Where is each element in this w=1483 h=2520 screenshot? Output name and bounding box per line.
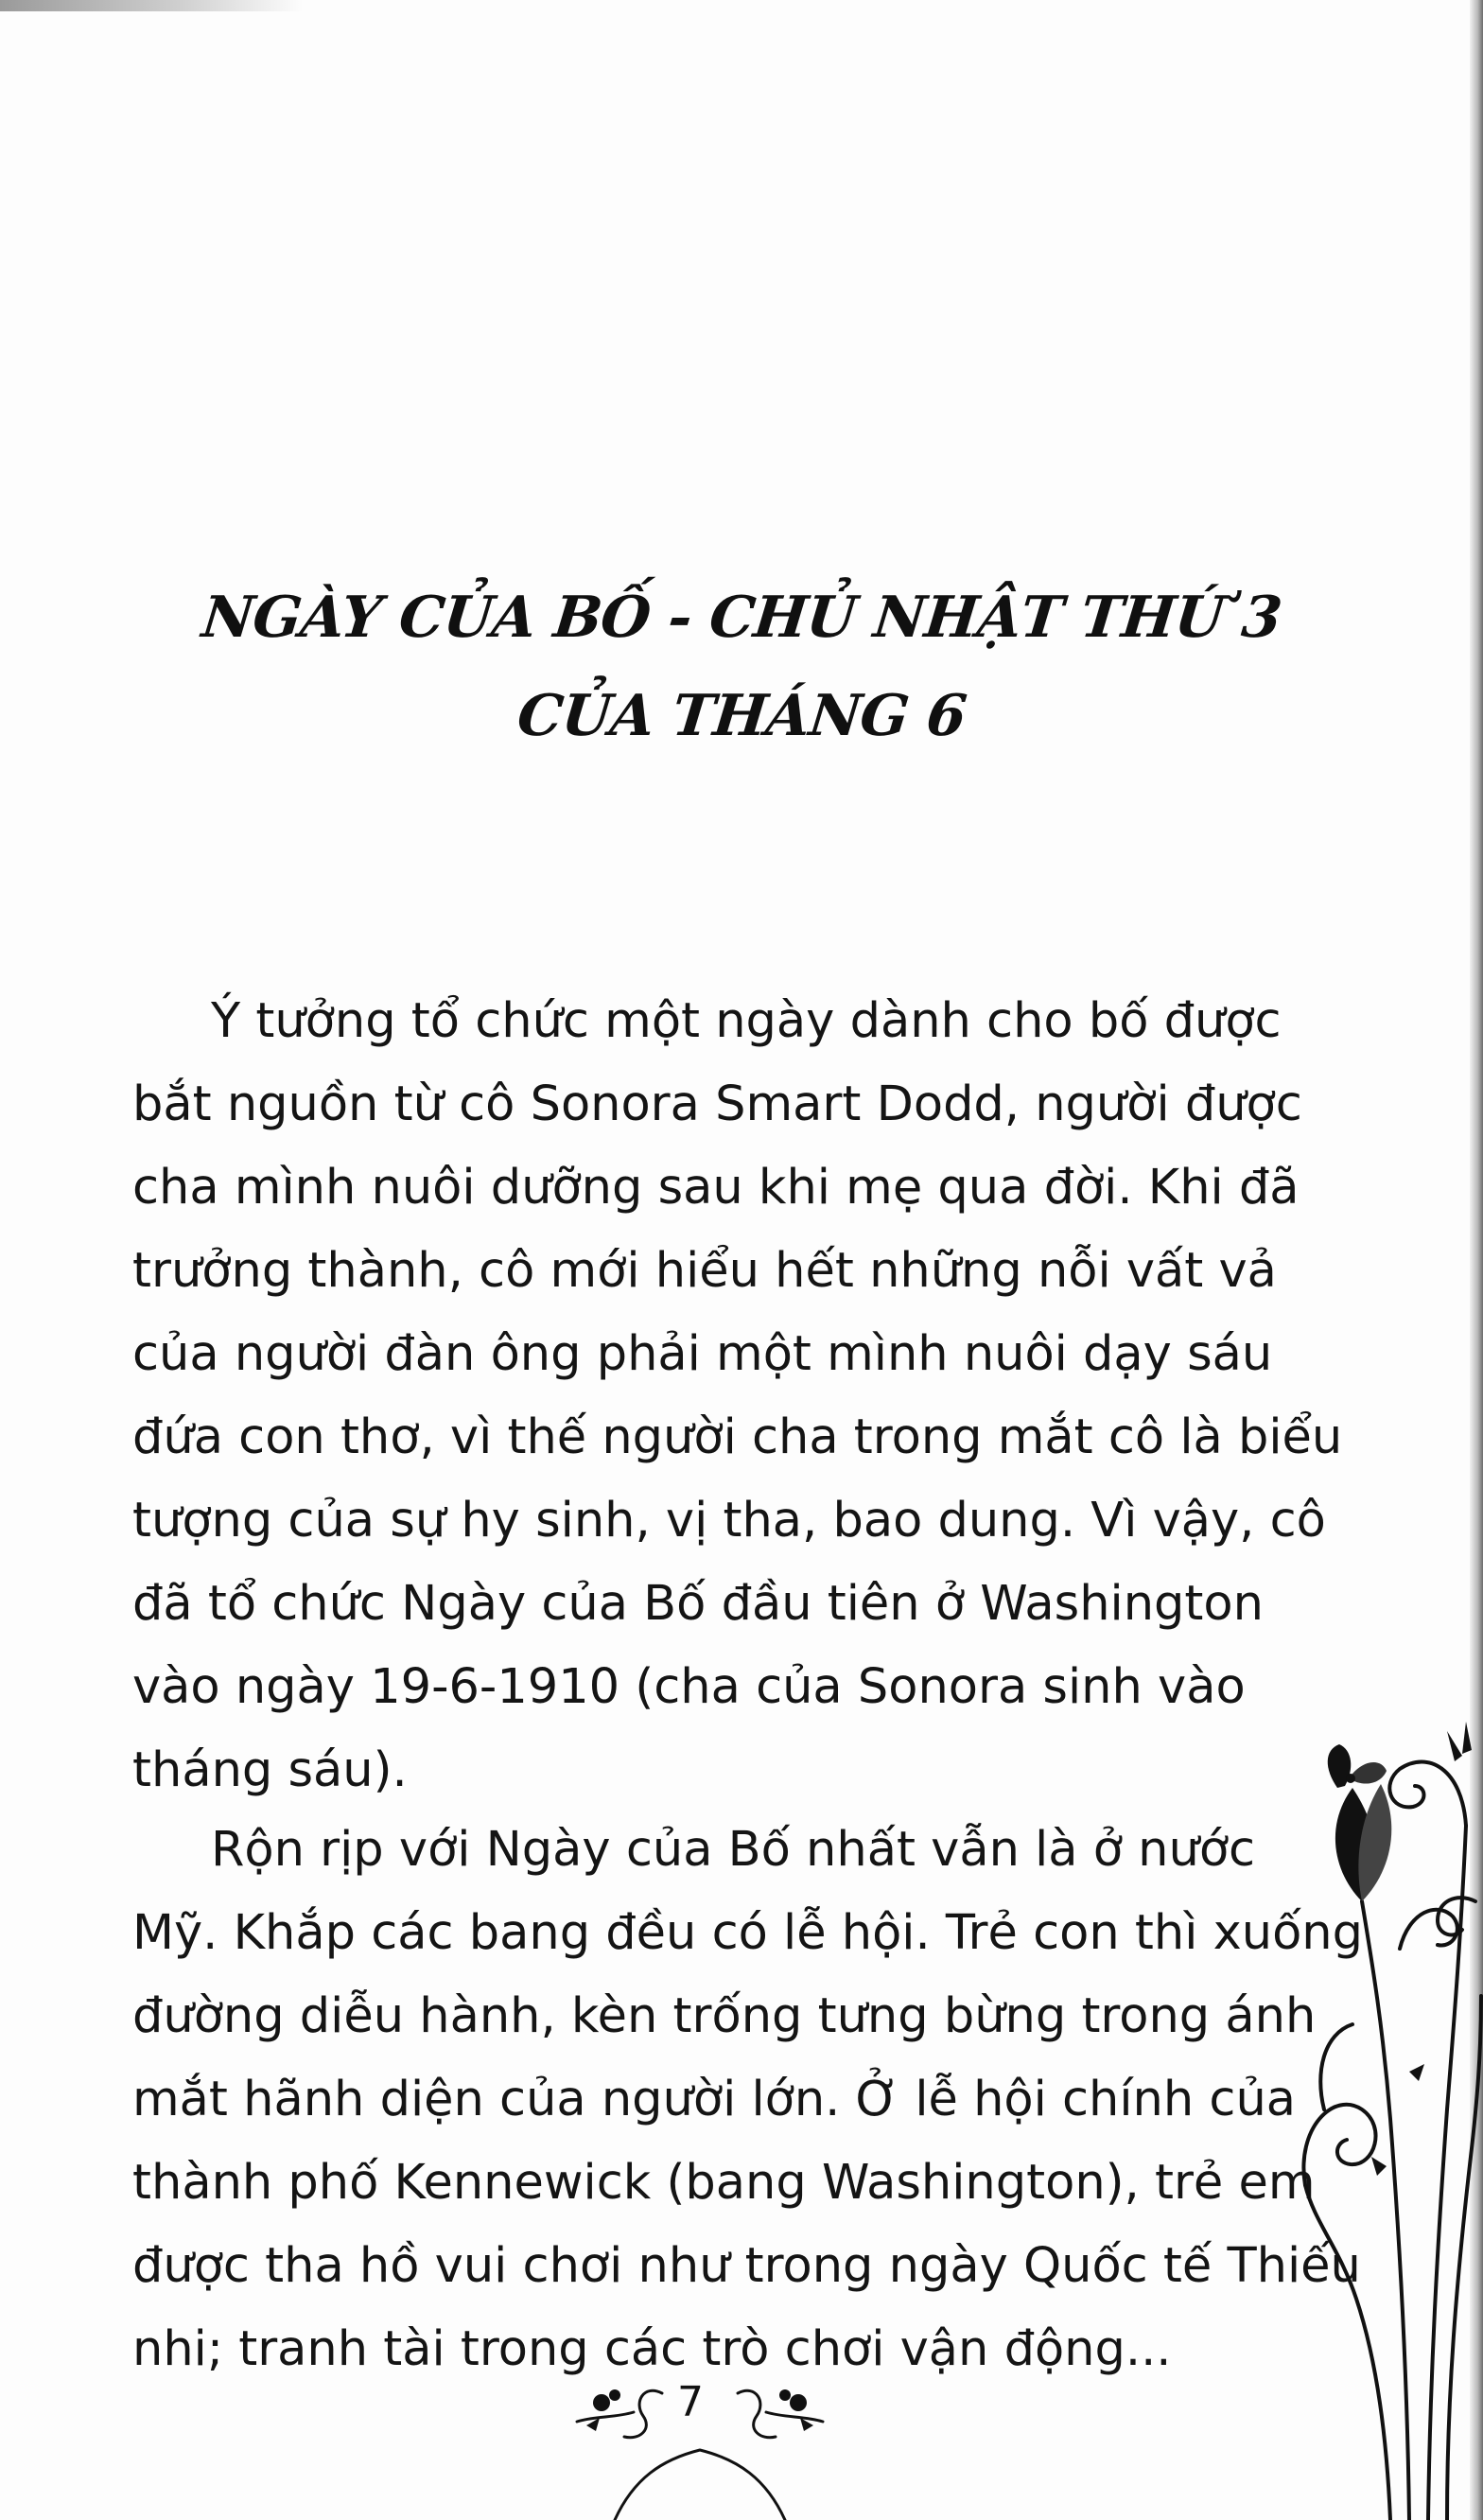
text-line: Rộn rịp với Ngày của Bố nhất vẫn là ở nước — [211, 1822, 1256, 1878]
text-line: được tha hồ vui chơi như trong ngày Quốc tế Thiếu — [132, 2238, 1361, 2294]
page-number: 7 — [677, 2378, 704, 2426]
scan-edge-shadow — [0, 0, 303, 11]
text-line: nhi; tranh tài trong các trò chơi vận động... — [132, 2321, 1172, 2377]
chapter-title-line-1: NGÀY CỦA BỐ - CHỦ NHẬT THỨ 3 — [199, 585, 1284, 651]
text-line: tháng sáu). — [132, 1742, 408, 1798]
text-line: Ý tưởng tổ chức một ngày dành cho bố được — [211, 993, 1282, 1049]
text-line: thành phố Kennewick (bang Washington), trẻ em — [132, 2155, 1316, 2211]
text-line: tượng của sự hy sinh, vị tha, bao dung. Vì vậy, cô — [132, 1493, 1326, 1549]
paragraph-1 — [132, 980, 1343, 1812]
text-line: trưởng thành, cô mới hiểu hết những nỗi vất vả — [132, 1243, 1277, 1299]
text-line: bắt nguồn từ cô Sonora Smart Dodd, người được — [132, 1076, 1302, 1132]
text-line: mắt hãnh diện của người lớn. Ở lễ hội chính của — [132, 2072, 1297, 2127]
flower-vine-icon — [1296, 1712, 1483, 2520]
text-line: đã tổ chức Ngày của Bố đầu tiên ở Washington — [132, 1576, 1264, 1632]
text-line: của người đàn ông phải một mình nuôi dạy sáu — [132, 1326, 1273, 1382]
text-line: Mỹ. Khắp các bang đều có lễ hội. Trẻ con thì xuống — [132, 1905, 1363, 1961]
text-line: đứa con thơ, vì thế người cha trong mắt cô là biểu — [132, 1409, 1343, 1465]
chapter-title-line-2: CỦA THÁNG 6 — [514, 683, 969, 749]
text-line: cha mình nuôi dưỡng sau khi mẹ qua đời. Khi đã — [132, 1160, 1300, 1216]
paragraph-2 — [132, 1809, 1363, 2391]
text-line: đường diễu hành, kèn trống tưng bừng trong ánh — [132, 1988, 1317, 2044]
text-line: vào ngày 19-6-1910 (cha của Sonora sinh vào — [132, 1659, 1246, 1715]
